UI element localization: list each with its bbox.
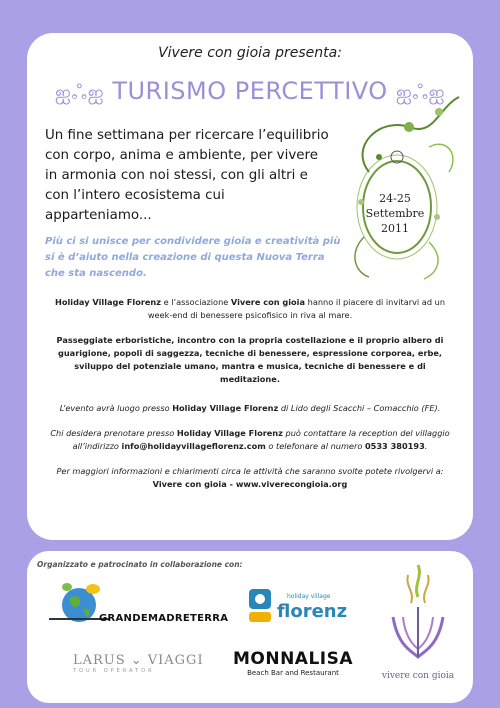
florenz-mark-icon: [247, 587, 273, 625]
booking-venue: Holiday Village Florenz: [176, 428, 283, 438]
larus-subtitle: TOUR OPERATOR: [73, 668, 155, 674]
event-date: [365, 191, 425, 236]
booking-text-3: o telefonare al numero: [265, 441, 365, 451]
event-date-month: Settembre: [365, 207, 425, 220]
lotus-flame-icon: [383, 557, 453, 667]
location-text-1: L’evento avrà luogo presso: [59, 403, 173, 413]
invite-paragraph: [45, 296, 455, 322]
activities-paragraph: Passeggiate erboristiche, incontro con la propria costellazione e il proprio albero di guarigione, popoli di saggezza, tecniche di benessere, espressione corporea, erbe, sviluppo del potenziale umano, mantra e musica, tecniche di benessere e di meditazione.: [56, 335, 444, 384]
sponsors-label: Organizzato e patrocinato in collaborazione con:: [37, 560, 243, 569]
invite-text-2: hanno il piacere di invitarvi ad un week-end di benessere psicofisico in riva al mare.: [147, 297, 446, 320]
booking-text-4: .: [424, 441, 428, 451]
event-date-days: 24-25: [379, 192, 411, 205]
grande-madre-terra-name: GRANDEMADRETERRA: [99, 613, 229, 624]
viaggi-name: VIAGGI: [147, 653, 204, 668]
vivere-con-gioia-name: vivere con gioia: [381, 671, 455, 681]
monnalisa-subtitle: Beach Bar and Restaurant: [247, 669, 339, 677]
sponsors-panel: [27, 551, 473, 703]
florenz-name: florenz: [277, 601, 348, 622]
info-paragraph: [45, 465, 455, 491]
info-website-link[interactable]: Vivere con gioia - www.viverecongioia.org: [152, 479, 348, 489]
larus-viaggi-logo: [73, 649, 223, 689]
invite-text-1: e l’associazione: [161, 297, 231, 307]
intro-text: Un fine settimana per ricercare l’equilibrio con corpo, anima e ambiente, per vivere in armonia con noi stessi, con gli altri e con l’intero ecosistema cui apparteniamo...: [45, 128, 329, 223]
main-panel: [27, 33, 473, 540]
booking-email-link[interactable]: info@holidayvillageflorenz.com: [121, 441, 266, 451]
monnalisa-name: MONNALISA: [232, 649, 354, 669]
location-paragraph: [45, 402, 455, 415]
grande-madre-terra-logo: [33, 579, 229, 629]
event-date-year: 2011: [381, 222, 409, 235]
larus-name: LARUS: [73, 653, 126, 668]
booking-text-1: Chi desidera prenotare presso: [50, 428, 177, 438]
monnalisa-logo: [223, 649, 363, 689]
page-title: TURISMO PERCETTIVO: [112, 77, 388, 105]
vivere-con-gioia-logo: [373, 557, 463, 697]
floral-wreath-icon: [339, 87, 469, 287]
venue-name: Holiday Village Florenz: [54, 297, 162, 307]
florenz-logo: [247, 587, 367, 631]
bird-icon: ⌄: [130, 653, 143, 668]
booking-text-2: può contattare la reception del villaggio all’indirizzo: [72, 428, 450, 451]
booking-phone[interactable]: 0533 380193: [364, 441, 425, 451]
location-text-2: di Lido degli Scacchi – Comacchio (FE).: [278, 403, 441, 413]
left-ornament-icon: ஐஃஐ: [54, 80, 105, 104]
association-name: Vivere con gioia: [230, 297, 306, 307]
right-ornament-icon: ஐஃஐ: [395, 80, 446, 104]
booking-paragraph: [45, 427, 455, 453]
accent-text: Più ci si unisce per condividere gioia e creatività più si è d’aiuto nella creazione di questa Nuova Terra che sta nascendo.: [45, 236, 341, 279]
presents-line: Vivere con gioia presenta:: [158, 45, 342, 61]
info-text: Per maggiori informazioni e chiarimenti circa le attività che saranno svolte potete rivolgervi a:: [56, 466, 444, 476]
location-venue: Holiday Village Florenz: [172, 403, 279, 413]
florenz-tagline: holiday village: [287, 593, 331, 600]
